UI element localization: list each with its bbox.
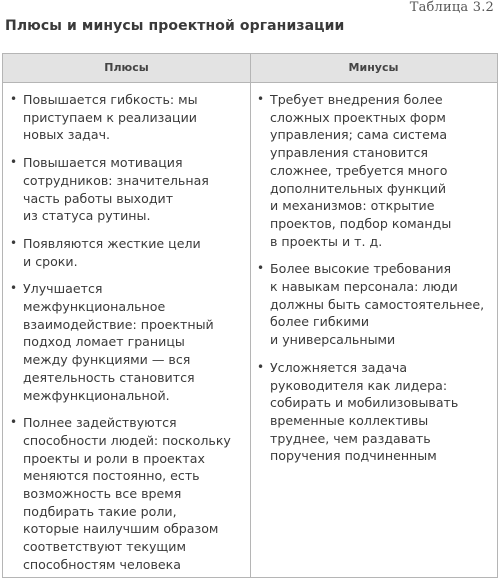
con-item — [256, 359, 494, 465]
bullet-icon: • — [257, 359, 265, 374]
header-pros: Плюсы — [104, 61, 149, 74]
item-line: меняются постоянно, есть — [23, 468, 200, 484]
item-line: руководителя как лидера: — [270, 377, 448, 393]
con-item — [256, 260, 494, 349]
item-line: должны быть самостоятельнее, — [270, 296, 485, 312]
bullet-icon: • — [257, 92, 265, 106]
item-line: возможность все время — [23, 486, 182, 502]
item-line: новых задач. — [23, 127, 111, 143]
header-cons: Минусы — [348, 61, 399, 74]
item-line: труднее, чем раздавать — [270, 430, 431, 446]
pro-item — [9, 91, 246, 144]
item-line: деятельность становится — [23, 369, 195, 385]
pros-column — [3, 82, 250, 577]
item-line: поручения подчиненным — [270, 448, 437, 464]
item-line: управления; сама система — [270, 127, 448, 143]
item-line: и механизмов: открытие — [270, 198, 435, 214]
bullet-icon: • — [10, 155, 18, 170]
item-line: дополнительных функций — [270, 180, 447, 196]
bullet-icon: • — [10, 415, 18, 430]
item-line: межфункциональной. — [23, 387, 170, 403]
item-line: Повышается гибкость: мы — [23, 92, 198, 107]
item-line: Усложняется задача — [270, 359, 408, 375]
item-line: собирать и мобилизовывать — [270, 395, 459, 411]
bullet-icon: • — [10, 281, 18, 296]
item-line: Появляются жесткие цели — [23, 235, 201, 251]
item-line: Повышается мотивация — [23, 155, 183, 171]
item-line: временные коллективы — [270, 412, 429, 428]
item-line: Требует внедрения более — [270, 92, 443, 107]
item-line: в проекты и т. д. — [270, 233, 383, 249]
item-line: сложных проектных форм — [270, 109, 446, 125]
item-line: к навыкам персонала: люди — [270, 279, 458, 295]
con-item — [256, 91, 494, 250]
item-line: Более высокие требования — [270, 261, 452, 277]
item-line: которые наилучшим образом — [23, 521, 219, 537]
table-number-label: Таблица 3.2 — [409, 0, 494, 15]
item-line: более гибкими — [270, 314, 370, 330]
item-line: сотрудников: значительная — [23, 172, 209, 188]
item-line: приступаем к реализации — [23, 109, 197, 125]
item-line: взаимодействие: проектный — [23, 316, 214, 332]
bullet-icon: • — [257, 261, 265, 276]
bullet-icon: • — [10, 92, 18, 106]
pro-item — [9, 235, 246, 270]
item-line: Улучшается — [23, 281, 103, 297]
bullet-icon: • — [10, 235, 18, 250]
item-line: способностям человека — [23, 556, 181, 572]
item-line: и универсальными — [270, 332, 396, 348]
pros-cons-table — [2, 53, 498, 578]
item-line: соответствуют текущим — [23, 539, 186, 555]
item-line: и сроки. — [23, 253, 78, 269]
pro-item — [9, 414, 246, 573]
table-title: Плюсы и минусы проектной организации — [5, 18, 345, 34]
item-line: межфункциональное — [23, 299, 166, 315]
item-line: между функциями — вся — [23, 352, 191, 368]
item-line: подход ломает границы — [23, 334, 185, 350]
item-line: управления становится — [270, 145, 428, 161]
item-line: сложнее, требуется много — [270, 162, 448, 178]
item-line: подбирать такие роли, — [23, 503, 177, 519]
item-line: из статуса рутины. — [23, 208, 151, 224]
cons-list — [256, 91, 494, 475]
item-line: Полнее задействуются — [23, 415, 177, 431]
item-line: проектов, подбор команды — [270, 215, 452, 231]
pro-item — [9, 280, 246, 404]
item-line: способности людей: поскольку — [23, 432, 231, 448]
item-line: часть работы выходит — [23, 190, 174, 206]
cons-column — [251, 82, 498, 577]
pro-item — [9, 154, 246, 225]
item-line: проекты и роли в проектах — [23, 450, 205, 466]
pros-list — [9, 91, 246, 584]
